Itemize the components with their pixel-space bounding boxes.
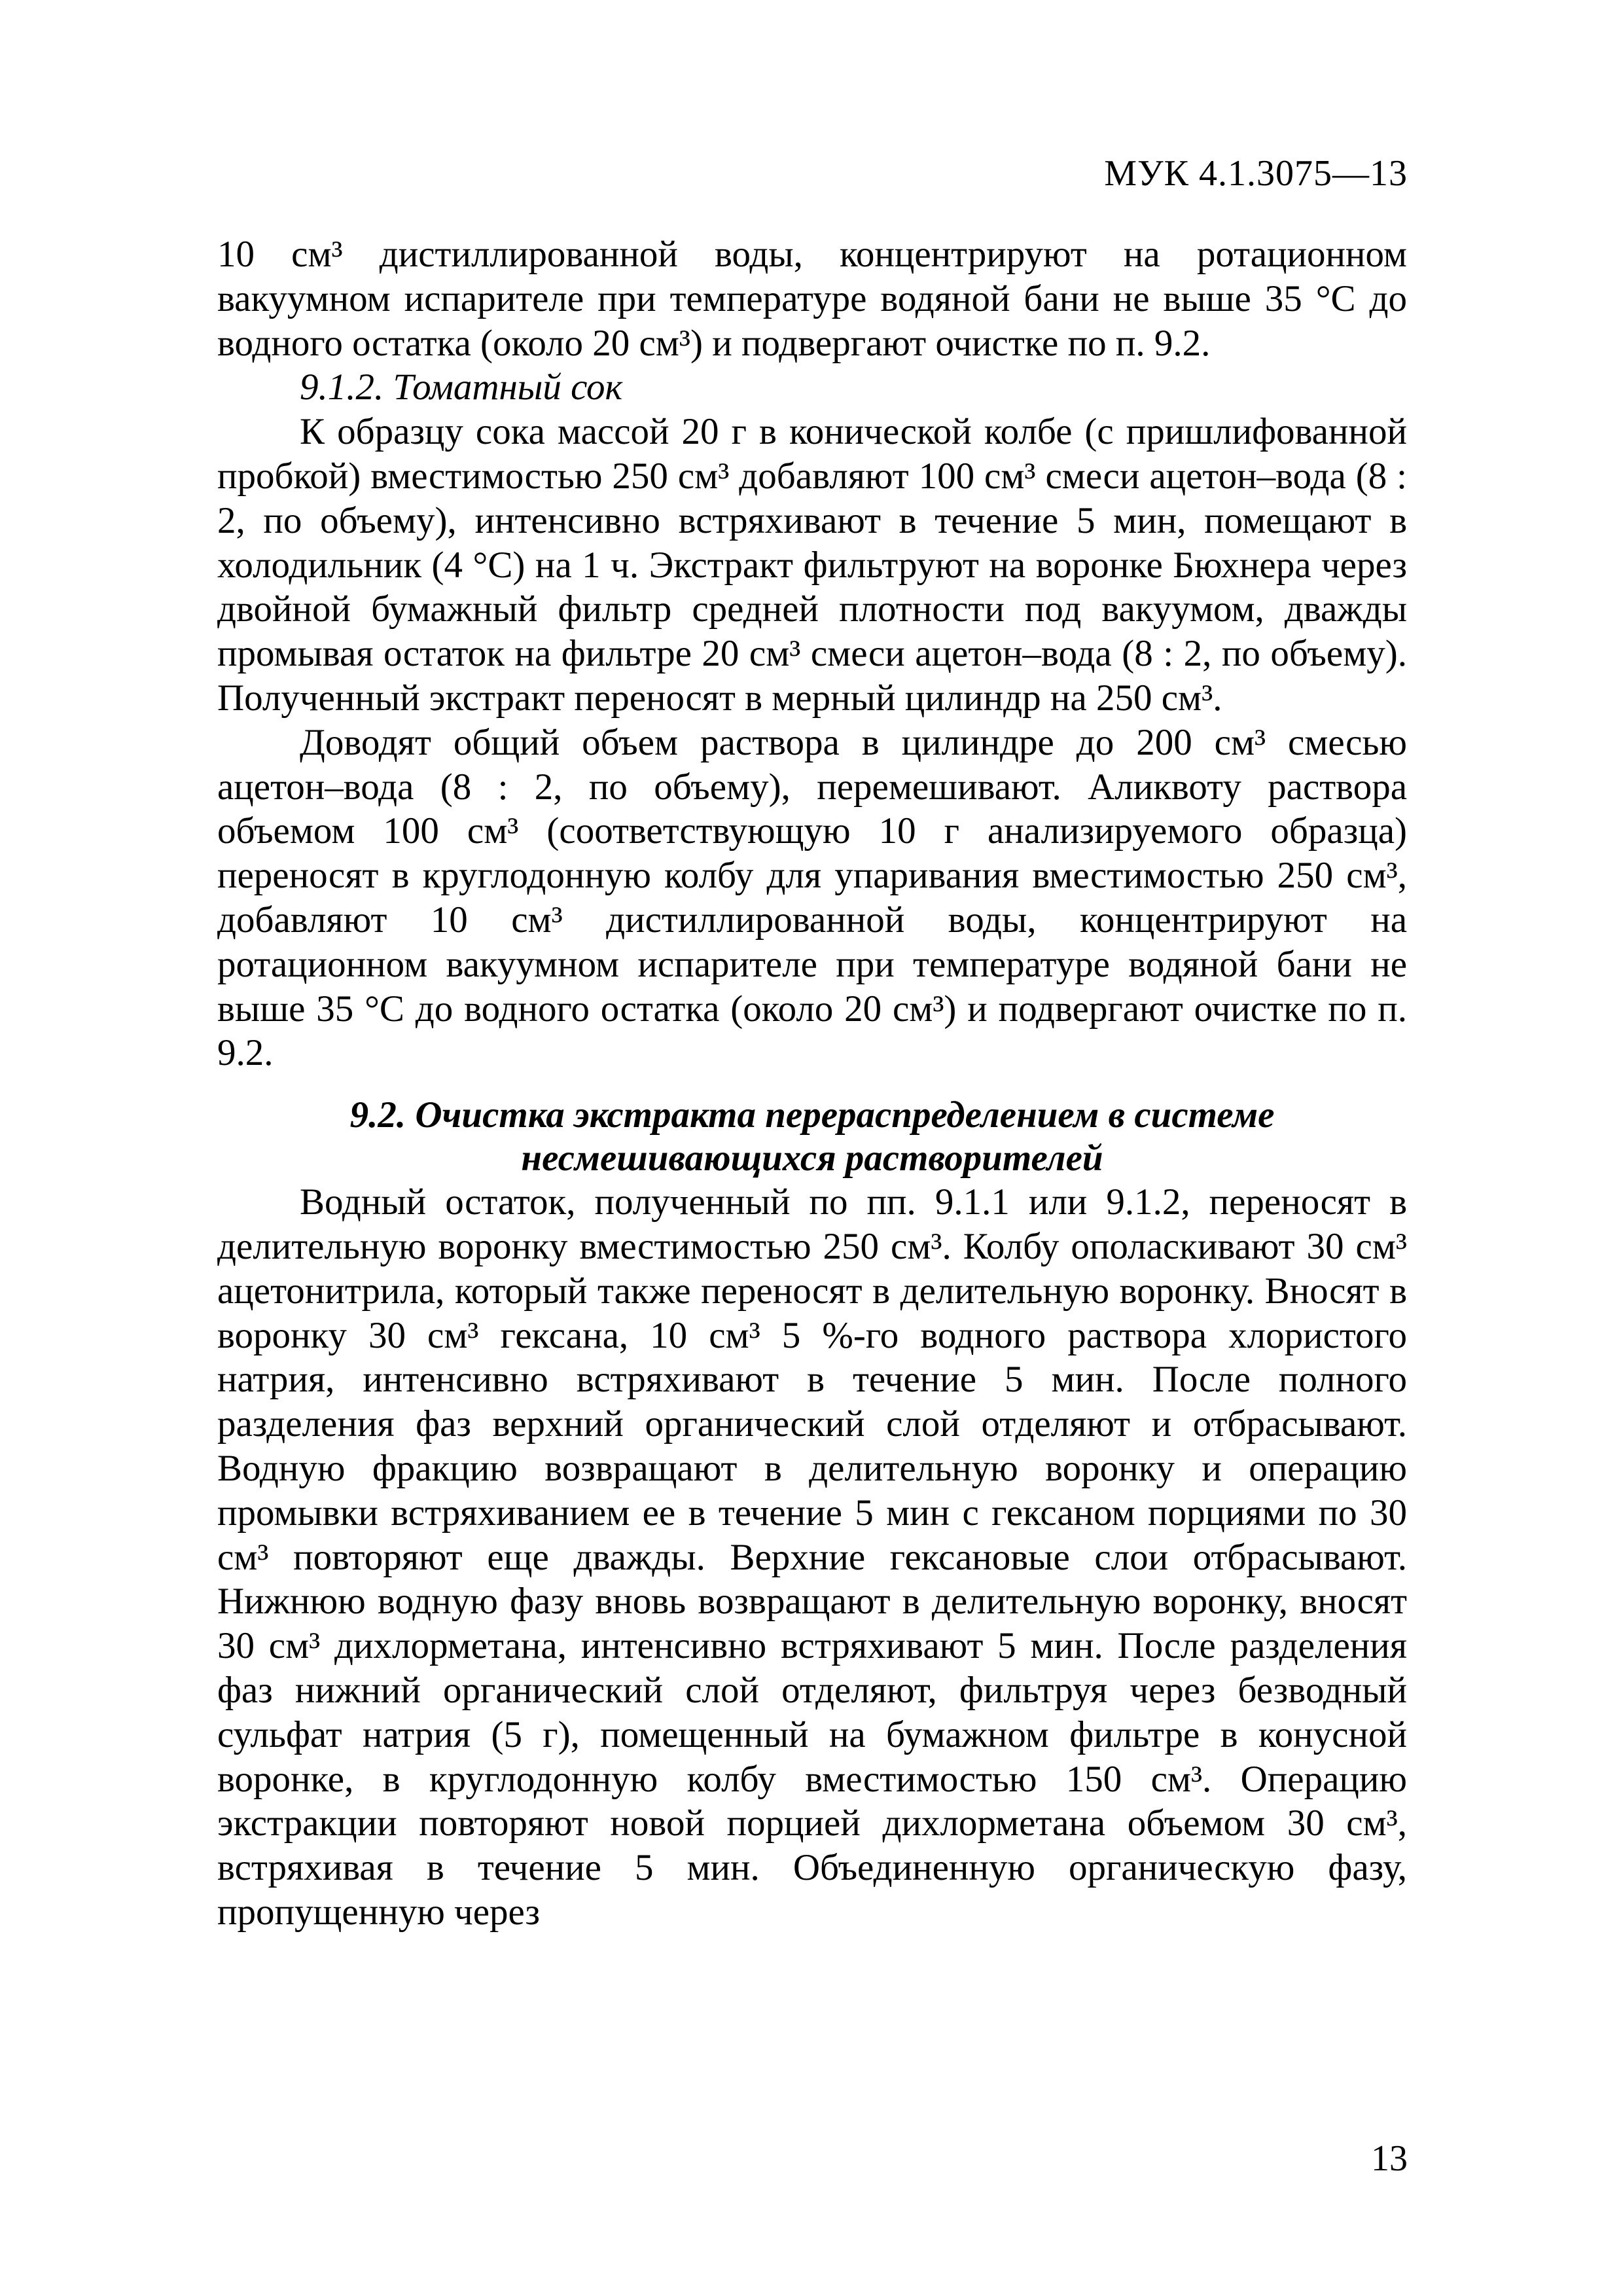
page-number: 13 [1371,2138,1408,2179]
section-heading-line-2: несмешивающихся растворителей [521,1138,1103,1179]
spacer [217,1075,1407,1083]
paragraph-aliquot: Доводят общий объем раствора в цилиндре до 200 см³ смесью ацетон–вода (8 : 2, по объему), перемешивают. Аликвоту раствора объемом 100 см³ (соответствующую 10 г анализируемого образца) переносят в круглодонную колбу для упаривания вместимостью 250 см³, добавляют 10 см³ дистиллированной воды, концентрируют на ротационном вакуумном испарителе при температуре водяной бани не выше 35 °С до водного остатка (около 20 см³) и подвергают очистке по п. 9.2. [217,721,1407,1074]
paragraph-aqueous-residue: Водный остаток, полученный по пп. 9.1.1 или 9.1.2, переносят в делительную воронку вместимостью 250 см³. Колбу ополаскивают 30 см³ ацетонитрила, который также переносят в делительную воронку. Вносят в воронку 30 см³ гексана, 10 см³ 5 %-го водного раствора хлористого натрия, интенсивно встряхивают в течение 5 мин. После полного разделения фаз верхний органический слой отделяют и отбрасывают. Водную фракцию возвращают в делительную воронку и операцию промывки встряхиванием ее в течение 5 мин с гексаном порциями по 30 см³ повторяют еще дважды. Верхние гексановые слои отбрасывают. Нижнюю водную фазу вновь возвращают в делительную воронку, вносят 30 см³ дихлорметана, интенсивно встряхивают 5 мин. После разделения фаз нижний органический слой отделяют, фильтруя через безводный сульфат натрия (5 г), помещенный на бумажном фильтре в конусной воронке, в круглодонную колбу вместимостью 150 см³. Операцию экстракции повторяют новой порцией дихлорметана объемом 30 см³, встряхивая в течение 5 мин. Объединенную органическую фазу, пропущенную через [217,1181,1407,1933]
paragraph-tomato-sample: К образцу сока массой 20 г в конической колбе (с пришлифованной пробкой) вместимостью 250 см³ добавляют 100 см³ смеси ацетон–вода (8 : 2, по объему), интенсивно встряхивают в течение 5 мин, помещают в холодильник (4 °С) на 1 ч. Экстракт фильтруют на воронке Бюхнера через двойной бумажный фильтр средней плотности под вакуумом, дважды промывая остаток на фильтре 20 см³ смеси ацетон–вода (8 : 2, по объему). Полученный экстракт переносят в мерный цилиндр на 250 см³. [217,411,1407,719]
section-heading-extract-cleanup [217,1094,1407,1180]
document-code-header: МУК 4.1.3075—13 [1104,153,1408,194]
subsection-heading-tomato-juice: 9.1.2. Томатный сок [300,367,623,408]
document-body [217,232,1407,1935]
section-heading-line-1: 9.2. Очистка экстракта перераспределением в системе [349,1094,1275,1136]
paragraph-continuation: 10 см³ дистиллированной воды, концентрируют на ротационном вакуумном испарителе при температуре водяной бани не выше 35 °С до водного остатка (около 20 см³) и подвергают очистке по п. 9.2. [217,234,1407,364]
